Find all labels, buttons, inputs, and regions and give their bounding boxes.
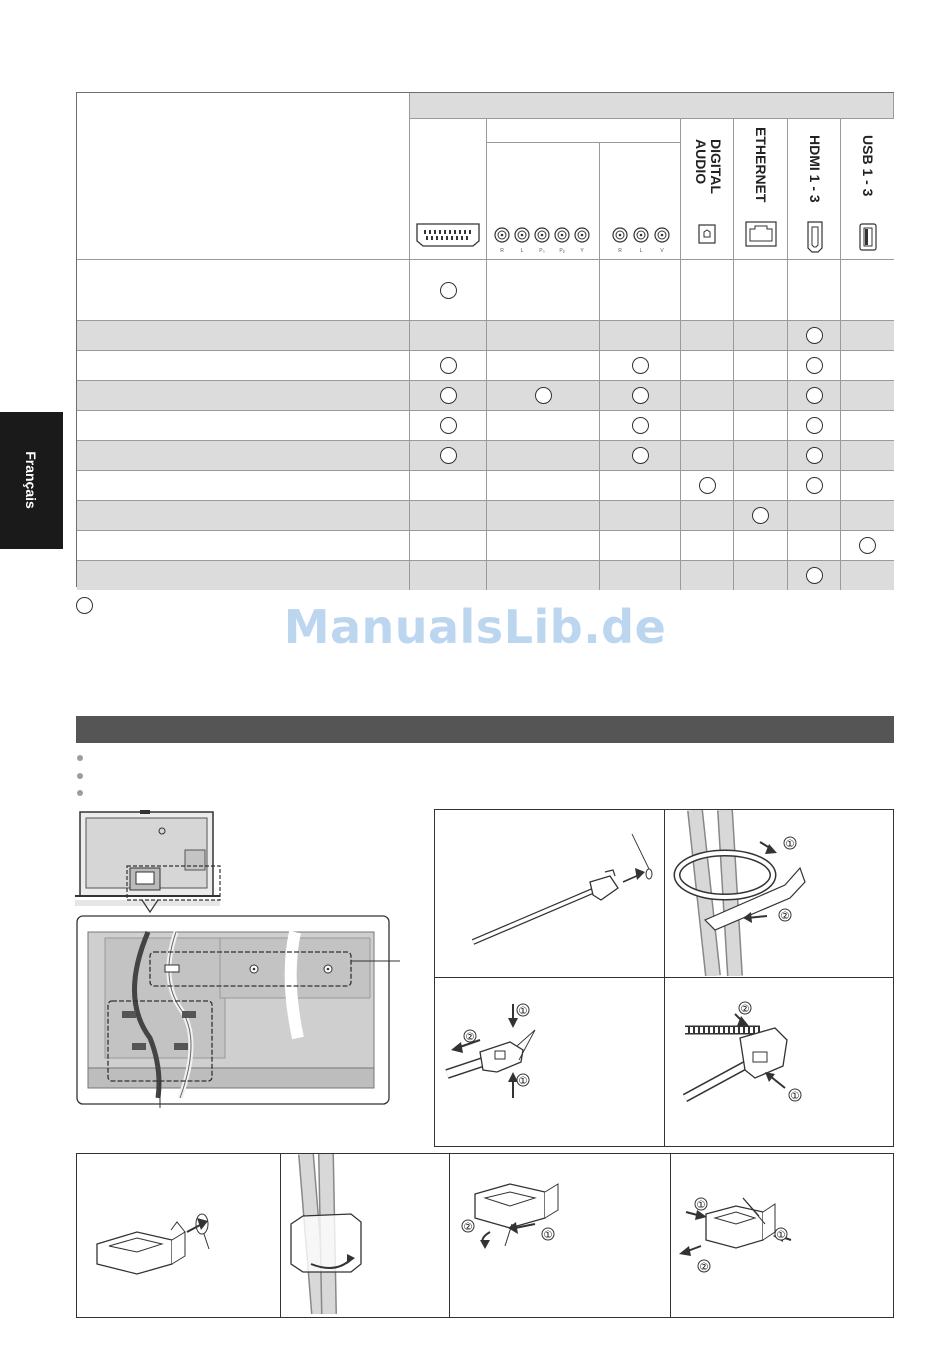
supported-mark-icon [806,417,823,434]
clamp-release-diagram [450,1154,670,1314]
table-row-label-cell [77,471,410,501]
table-cell [487,381,600,411]
digital-audio-label: DIGITAL AUDIO [693,139,724,194]
supported-mark-icon [632,357,649,374]
supported-mark-icon [806,447,823,464]
supported-mark-icon [440,357,457,374]
table-row-label-cell [77,441,410,471]
clamp-wrap-diagram [281,1154,449,1314]
supported-mark-icon [806,477,823,494]
table-cell [410,351,487,381]
header-digital-audio [681,119,734,260]
step-one-callout: ① [543,1230,553,1241]
table-cell [734,441,788,471]
table-cell [841,260,894,321]
table-cell [841,531,894,561]
table-cell [841,471,894,501]
table-cell [487,501,600,531]
table-cell [734,260,788,321]
tie-attach-diagram [435,810,663,976]
ethernet-label: ETHERNET [753,127,769,203]
table-cell [410,561,487,590]
header-scart [410,119,487,260]
supported-mark-icon [632,387,649,404]
header-blank-cell [77,93,410,260]
table-cell [788,321,841,351]
table-cell [600,411,681,441]
table-cell [734,321,788,351]
composite-pin-label: R [618,248,622,254]
table-cell [734,381,788,411]
table-cell [734,471,788,501]
header-composite [600,143,681,260]
component-pin-label: L [520,248,524,254]
tie-tighten-diagram [665,810,893,976]
step-one-callout: ① [790,1091,800,1102]
table-cell [681,381,734,411]
tv-back-illustration [70,808,400,1108]
tie-release-diagram [435,978,663,1146]
table-cell [600,561,681,590]
table-cell [600,471,681,501]
step-two-callout: ② [699,1262,709,1273]
table-cell [681,441,734,471]
table-cell [681,531,734,561]
table-cell [734,501,788,531]
table-cell [487,441,600,471]
table-cell [410,471,487,501]
table-cell [410,321,487,351]
composite-jacks-icon [610,225,672,255]
connection-table [76,92,894,587]
table-cell [487,260,600,321]
table-cell [841,411,894,441]
supported-mark-icon [535,387,552,404]
header-av-group [487,119,681,143]
component-pin-label: R [500,248,504,254]
step-two-callout: ② [740,1004,750,1015]
bullet-icon [77,790,83,796]
table-cell [600,260,681,321]
table-cell [788,441,841,471]
table-cell [788,531,841,561]
supported-mark-icon [859,537,876,554]
table-cell [841,381,894,411]
step-one-callout: ① [785,839,795,850]
supported-mark-icon [699,477,716,494]
table-cell [487,531,600,561]
table-row-label-cell [77,260,410,321]
table-cell [788,561,841,590]
table-cell [600,531,681,561]
table-cell [841,351,894,381]
supported-mark-icon [632,447,649,464]
header-ethernet [734,119,788,260]
table-cell [788,411,841,441]
table-cell [487,351,600,381]
step-two-callout: ② [780,911,790,922]
table-cell [734,561,788,590]
scart-port-icon [415,222,481,248]
table-cell [410,531,487,561]
table-cell [410,381,487,411]
watermark: ManualsLib.de [283,600,667,654]
table-cell [734,411,788,441]
table-row-label-cell [77,531,410,561]
table-cell [487,561,600,590]
section-header-bar [76,716,894,743]
table-row-label-cell [77,561,410,590]
table-cell [487,471,600,501]
supported-mark-icon [440,417,457,434]
table-row-label-cell [77,411,410,441]
step-one-callout: ① [696,1200,706,1211]
component-pin-label: Pᵦ [559,248,565,254]
table-cell [600,501,681,531]
table-cell [600,441,681,471]
usb-label: USB 1 - 3 [860,135,876,197]
supported-mark-icon [440,387,457,404]
supported-mark-icon [806,327,823,344]
component-pin-label: P₀ [539,248,545,254]
bullet-icon [77,755,83,761]
header-usb [841,119,894,260]
component-pin-label: Y [580,248,584,254]
table-cell [681,321,734,351]
supported-mark-icon [440,447,457,464]
table-cell [681,351,734,381]
table-cell [788,351,841,381]
table-cell [600,321,681,351]
table-cell [681,561,734,590]
table-cell [681,260,734,321]
table-cell [788,471,841,501]
table-cell [681,411,734,441]
table-cell [734,531,788,561]
ethernet-port-icon [745,221,777,247]
table-cell [410,441,487,471]
bullet-icon [77,773,83,779]
supported-mark-icon [806,567,823,584]
table-cell [487,411,600,441]
table-cell [734,351,788,381]
header-group-cell [410,93,894,119]
table-row-label-cell [77,321,410,351]
supported-mark-icon [752,507,769,524]
table-cell [681,501,734,531]
table-cell [410,411,487,441]
header-hdmi [788,119,841,260]
table-cell [788,381,841,411]
hdmi-label: HDMI 1 - 3 [807,135,823,203]
table-cell [788,260,841,321]
clamp-loosen-diagram [671,1154,893,1314]
table-row-label-cell [77,381,410,411]
table-row-label-cell [77,351,410,381]
composite-pin-label: L [639,248,643,254]
supported-mark-icon [440,282,457,299]
table-cell [410,260,487,321]
cable-tie-panel [434,809,894,1147]
language-label: Français [23,451,39,509]
supported-mark-icon [806,387,823,404]
language-tab [0,412,63,549]
header-component [487,143,600,260]
step-two-callout: ② [463,1222,473,1233]
table-row-label-cell [77,501,410,531]
step-one-callout: ① [776,1230,786,1241]
step-one-callout: ① [518,1006,528,1017]
optical-port-icon [698,224,716,244]
hdmi-port-icon [806,220,824,254]
composite-pin-label: V [660,248,664,254]
table-cell [600,381,681,411]
table-cell [841,501,894,531]
component-jacks-icon [492,225,592,255]
table-cell [841,441,894,471]
table-cell [410,501,487,531]
table-cell [487,321,600,351]
table-cell [600,351,681,381]
step-two-callout: ② [465,1032,475,1043]
cable-clamp-panel [76,1153,894,1318]
supported-mark-icon [632,417,649,434]
step-one-callout: ① [518,1076,528,1087]
table-cell [681,471,734,501]
table-cell [841,321,894,351]
tie-loosen-diagram [665,978,893,1146]
clamp-attach-diagram [77,1154,277,1314]
usb-port-icon [859,223,877,251]
table-cell [841,561,894,590]
table-cell [788,501,841,531]
supported-mark-icon [806,357,823,374]
